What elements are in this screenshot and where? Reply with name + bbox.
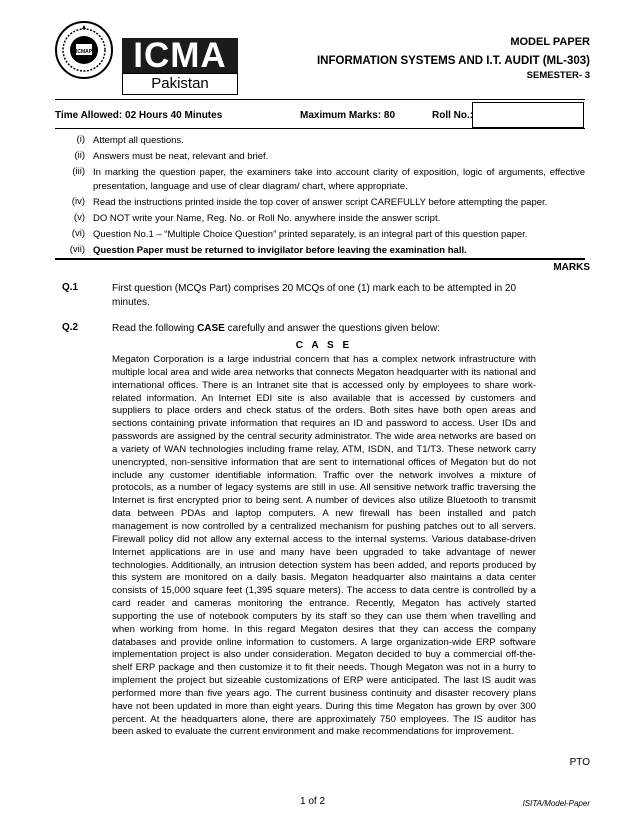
instruction-number: (iv) [71,196,85,207]
page-number: 1 of 2 [300,796,326,807]
instruction-number: (vi) [71,228,85,239]
instruction-text: Question Paper must be returned to invigilator before leaving the examination hall. [93,245,467,256]
time-allowed: Time Allowed: 02 Hours 40 Minutes [55,110,223,121]
question-text: First question (MCQs Part) comprises 20 MCQs of one (1) mark each to be attempted in 20 minutes. [112,283,517,308]
pto-label: PTO [569,757,590,768]
info-divider [55,128,585,129]
semester-label: SEMESTER- 3 [526,70,590,81]
instructions-divider [55,258,585,260]
instruction-text: In marking the question paper, the examiners take into account clarity of exposition, logic of arguments, effective presentation, language and use of clear diagram/ chart, where appropriate. [93,167,585,192]
maximum-marks: Maximum Marks: 80 [300,110,396,121]
roll-no-field[interactable] [472,102,584,128]
question-text-part: carefully and answer the questions given below: [224,323,440,334]
instruction-text: DO NOT write your Name, Reg. No. or Roll No. anywhere inside the answer script. [93,213,441,224]
logo-pakistan: Pakistan [122,73,238,95]
instruction-number: (iii) [72,166,85,177]
institute-seal-icon [54,20,114,80]
logo-icma: ICMA [122,38,238,73]
model-paper-label: MODEL PAPER [510,36,590,48]
paper-title: INFORMATION SYSTEMS AND I.T. AUDIT (ML-303) [316,55,590,67]
header-divider [55,99,585,100]
instruction-number: (vii) [69,244,85,255]
case-body: Megaton Corporation is a large industrial concern that has a complex network infrastructure with multiple local area and wide area networks that connects Megaton headquarter with its national and international offices. There is an Intranet site that is accessed only by employees to share work-related information. An Internet EDI site is also available that is accessed by customers and suppliers to place orders and check status of the orders. Both sites have both open areas and sections containing private information that requires an ID and password to access. User IDs and passwords are assigned by the central security administrator. The wide area networks are based on a variety of WAN technologies including frame relay, ATM, ISDN, and T1/T3. These network carry unencrypted, non-sensitive information that are sent to international offices of Megaton but do not include any customer identifiable information. Traffic over the network involves a mixture of protocols, as a number of legacy systems are still in use. All sensitive network traffic traversing the Internet is first encrypted prior to being sent. A number of devices also utilize Bluetooth to transmit data between PDAs and laptop computers. A new firewall has been installed and patch management is now controlled by a centralized mechanism for pushing patches out to all servers. Firewall policy did not allow any external access to the internal systems. Various database-driven Internet applications are in use and many have been upgraded to take advantage of newer technologies. Additionally, an intrusion detection system has been added, and reports produced by this system are monitored on a daily basis. Megaton headquarter also maintains a data center consists of 15,000 square feet (1,395 square meters). The access to data centre is controlled by a card reader and cameras monitoring the entrance. Recently, Megaton has actively started supporting the use of notebook computers by its staff so they can use them when travelling and when working from home. In this regard Megaton desires that they can access the company databases and provide online information to customers. A large organization-wide ERP software implementation project is also under consideration. Megaton decided to buy a commercial off-the-shelf ERP package and then customize it to fit their needs. Though Megaton was not in a hurry to implement the project but sizeable customizations of ERP were anticipated. The last IS audit was performed more than five years ago. The current business continuity and disaster recovery plans have not been updated in more than eight years. During this time Megaton has grown by over 300 percent. At the headquarters alone, there are approximately 750 employees. The IS auditor has been asked to evaluate the current environment and make recommendations for improvement. [112,354,536,738]
instruction-text: Question No.1 – “Multiple Choice Question” printed separately, is an integral part of this question paper. [93,229,528,240]
instruction-text: Answers must be neat, relevant and brief. [93,151,269,162]
instruction-number: (i) [76,134,85,145]
roll-no-label: Roll No.: [432,110,474,121]
question-text [112,322,536,336]
marks-heading: MARKS [553,262,590,273]
question-text-part: Read the following [112,323,198,334]
case-title: C A S E [295,340,353,351]
paper-code: ISITA/Model-Paper [522,799,590,808]
instruction-text: Read the instructions printed inside the top cover of answer script CAREFULLY before attempting the paper. [93,197,548,208]
instruction-text: Attempt all questions. [93,135,184,146]
question-number: Q.2 [62,322,79,333]
instruction-number: (ii) [74,150,85,161]
instruction-number: (v) [73,212,85,223]
case-keyword: CASE [197,323,225,334]
svg-text:ICMAP: ICMAP [75,49,93,55]
question-number: Q.1 [62,282,79,293]
